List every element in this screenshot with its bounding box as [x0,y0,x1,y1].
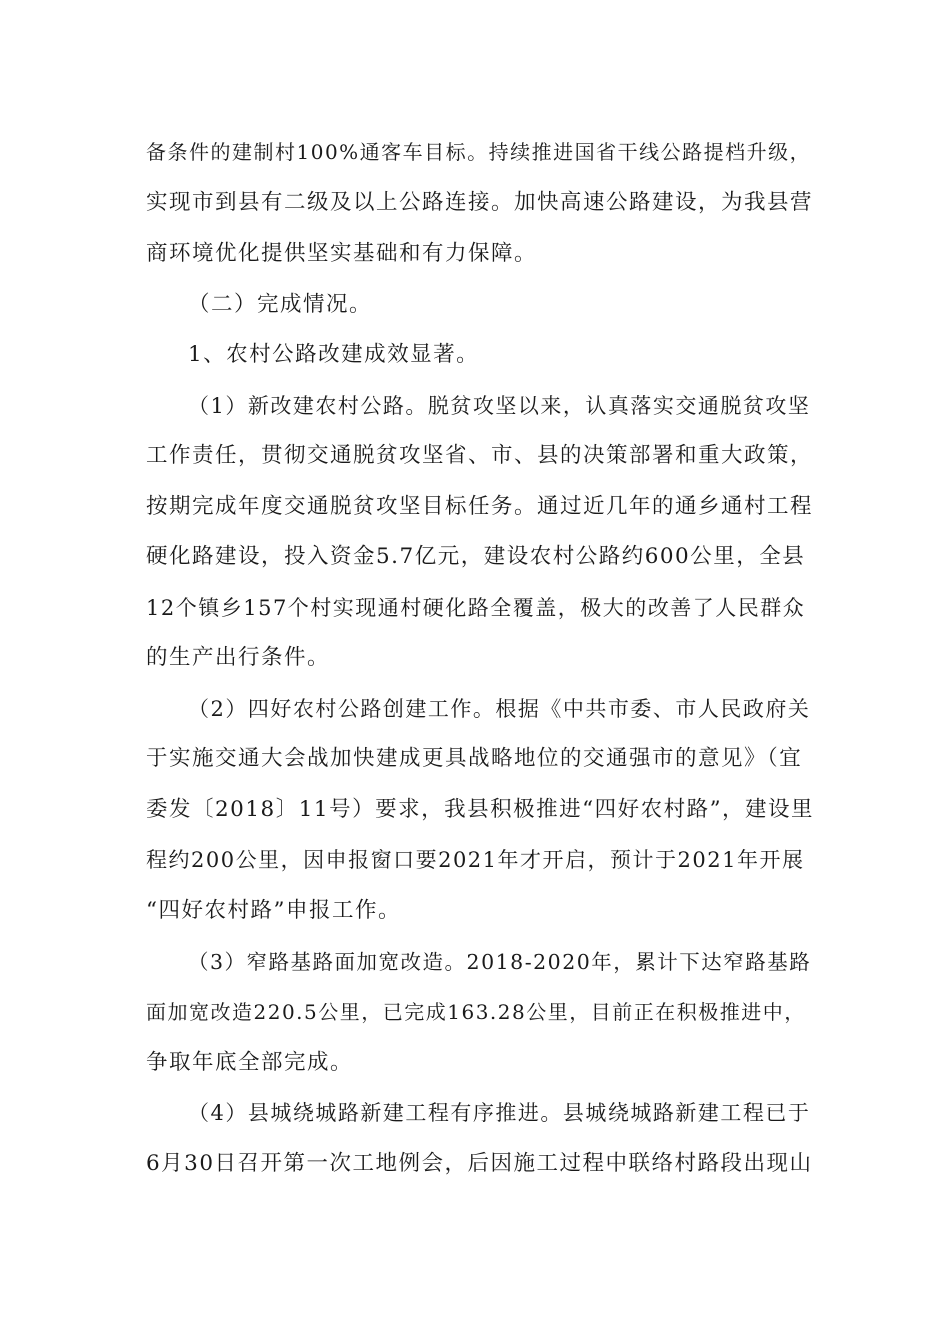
text-line: 6月30日召开第一次工地例会，后因施工过程中联络村路段出现山 [146,1151,813,1176]
text-line: 备条件的建制村100%通客车目标。持续推进国省干线公路提档升级， [146,140,812,164]
text-line: 工作责任，贯彻交通脱贫攻坚省、市、县的决策部署和重大政策， [146,443,814,468]
text-line: “四好农村路”申报工作。 [146,898,401,923]
text-line: （3）窄路基路面加宽改造。2018-2020年，累计下达窄路基路 [188,950,812,974]
text-line: 12个镇乡157个村实现通村硬化路全覆盖，极大的改善了人民群众 [146,596,806,620]
text-line: 争取年底全部完成。 [146,1050,354,1075]
text-line: 的生产出行条件。 [146,645,331,670]
text-line: 实现市到县有二级及以上公路连接。加快高速公路建设，为我县营 [146,190,814,215]
subsection-heading: 1、农村公路改建成效显著。 [188,342,480,367]
text-line: 按期完成年度交通脱贫攻坚目标任务。通过近几年的通乡通村工程 [146,494,814,519]
text-line: 于实施交通大会战加快建成更具战略地位的交通强市的意见》（宜 [146,746,803,771]
text-line: （1）新改建农村公路。脱贫攻坚以来，认真落实交通脱贫攻坚 [188,394,811,418]
text-line: 程约200公里，因申报窗口要2021年才开启，预计于2021年开展 [146,848,805,872]
text-line: （4）县城绕城路新建工程有序推进。县城绕城路新建工程已于 [188,1101,811,1125]
text-line: 商环境优化提供坚实基础和有力保障。 [146,241,538,266]
text-line: 委发〔2018〕11号）要求，我县积极推进“四好农村路”，建设里 [146,797,815,822]
text-line: 面加宽改造220.5公里，已完成163.28公里，目前正在积极推进中， [146,1000,806,1024]
section-heading: （二）完成情况。 [188,292,373,317]
text-line: （2）四好农村公路创建工作。根据《中共市委、市人民政府关 [188,697,811,721]
text-line: 硬化路建设，投入资金5.7亿元，建设农村公路约600公里，全县 [146,544,806,569]
